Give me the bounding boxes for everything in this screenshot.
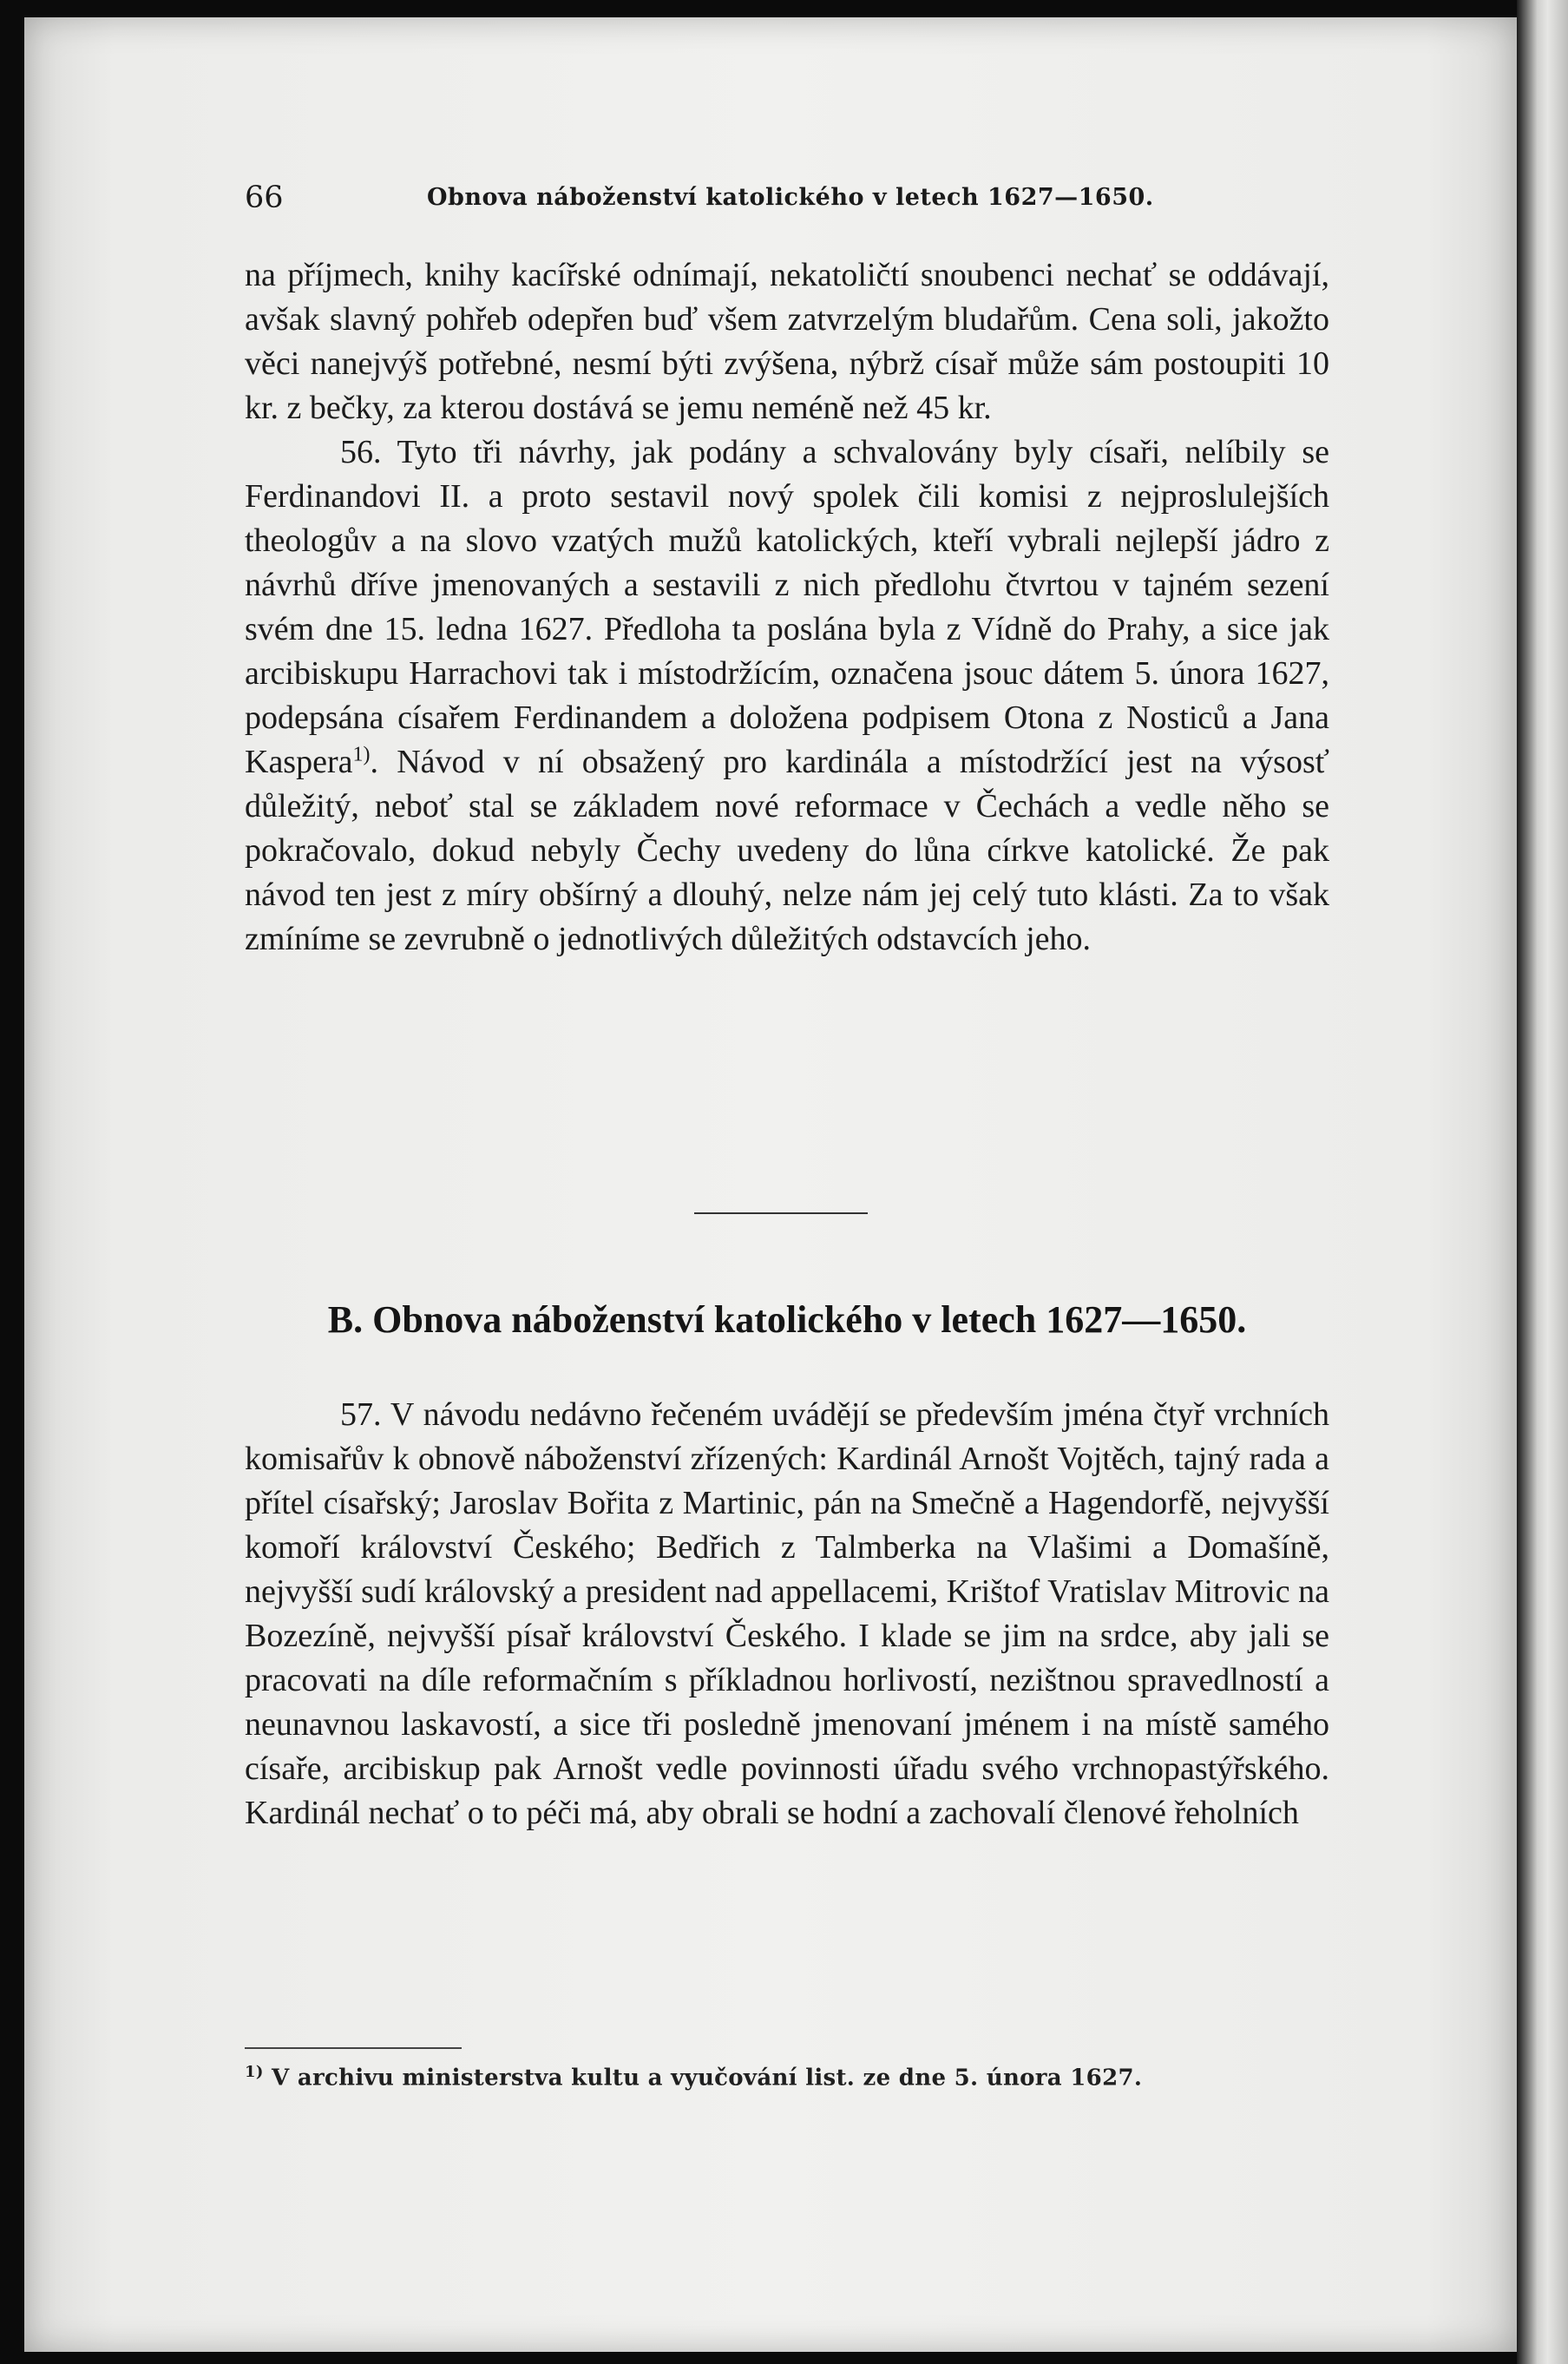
footnote-text: V archivu ministerstva kultu a vyučování list. ze dne 5. února 1627. bbox=[272, 2065, 1143, 2091]
section-divider bbox=[694, 1212, 868, 1214]
page-number: 66 bbox=[245, 181, 284, 215]
book-spine-edge bbox=[1517, 0, 1568, 2364]
paragraph-56 bbox=[245, 430, 1329, 962]
paragraph-56-text-b: . Návod v ní obsažený pro kardinála a místodržící jest na výsosť důležitý, neboť stal se základem nové reformace v Čechách a vedle něho se pokračovalo, dokud nebyly Čechy uvedeny do lůna církve katolické. Že pak návod ten jest z míry obšírný a dlouhý, nelze nám jej celý tuto klásti. Za to však zmíníme se zevrubně o jednotlivých důležitých odstavcích jeho. bbox=[245, 744, 1329, 957]
running-title: Obnova náboženství katolického v letech 1627—1650. bbox=[427, 184, 1154, 211]
footnote-divider bbox=[245, 2047, 462, 2049]
body-text-top bbox=[245, 253, 1329, 962]
body-text-section-b bbox=[245, 1393, 1329, 1835]
paragraph-56-text-a: 56. Tyto tři návrhy, jak podány a schvalovány byly císaři, nelíbily se Ferdinandovi II. a proto sestavil nový spolek čili komisi z nejproslulejších theologův a na slovo vzatých mužů katolických, kteří vybrali nejlepší jádro z návrhů dříve jmenovaných a sestavili z nich předlohu čtvrtou v tajném sezení svém dne 15. ledna 1627. Předloha ta poslána byla z Vídně do Prahy, a sice jak arcibiskupu Harrachovi tak i místodržícím, označena jsouc dátem 5. února 1627, podepsána císařem Ferdinandem a doložena podpisem Otona z Nosticů a Jana Kaspera bbox=[245, 434, 1329, 780]
footnote bbox=[245, 2063, 1347, 2091]
paragraph-57: 57. V návodu nedávno řečeném uvádějí se především jména čtyř vrchních komisařův k obnově náboženství zřízených: Kardinál Arnošt Vojtěch, tajný rada a přítel císařský; Jaroslav Bořita z Martinic, pán na Smečně a Hagendorfě, nejvyšší komoří království Českého; Bedřich z Talmberka na Vlašimi a Domašíně, nejvyšší sudí královský a president nad appellacemi, Krištof Vratislav Mitrovic na Bozezíně, nejvyšší písař království Českého. I klade se jim na srdce, aby jali se pracovati na díle reformačním s příkladnou horlivostí, nezištnou spravedlností a neunavnou laskavostí, a sice tři posledně jmenovaní jménem i na místě samého císaře, arcibiskup pak Arnošt vedle povinnosti úřadu svého vrchnopastýřského. Kardinál nechať o to péči má, aby obrali se hodní a zachovalí členové řeholních bbox=[245, 1396, 1329, 1831]
paragraph-continued: na příjmech, knihy kacířské odnímají, nekatoličtí snoubenci nechať se oddávají, avšak slavný pohřeb odepřen buď všem zatvrzelým bludařům. Cena soli, jakožto věci nanejvýš potřebné, nesmí býti zvýšena, nýbrž císař může sám postoupiti 10 kr. z bečky, za kterou dostává se jemu neméně než 45 kr. bbox=[245, 257, 1329, 426]
footnote-reference[interactable]: 1) bbox=[352, 743, 371, 766]
footnote-mark: 1) bbox=[245, 2063, 264, 2081]
section-heading: B. Obnova náboženství katolického v letech 1627—1650. bbox=[327, 1298, 1247, 1341]
